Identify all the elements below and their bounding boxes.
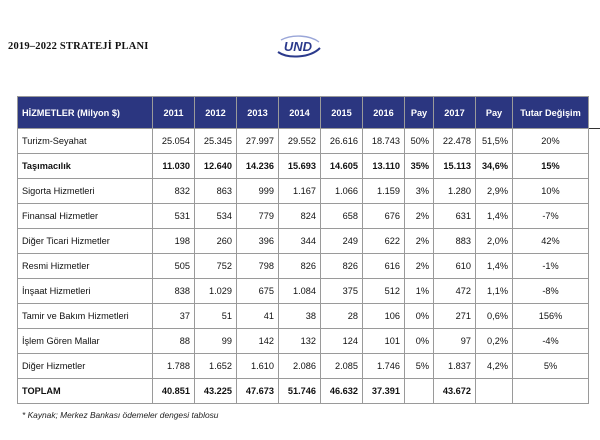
header-2017: 2017 [434,97,476,129]
cell-2012: 1.652 [195,354,237,379]
table-row [18,279,589,304]
cell-pay-2016: 2% [405,229,434,254]
cell-2017: 631 [434,204,476,229]
cell-2016: 512 [363,279,405,304]
cell-name: İnşaat Hizmetleri [18,279,153,304]
cell-2011: 11.030 [153,154,195,179]
table-row [18,304,589,329]
cell-2012: 1.029 [195,279,237,304]
header-2015: 2015 [321,97,363,129]
cell-2013: 798 [237,254,279,279]
cell-2016: 1.746 [363,354,405,379]
cell-change: 15% [513,154,589,179]
cell-2015: 46.632 [321,379,363,404]
table-row [18,329,589,354]
cell-pay-2016 [405,379,434,404]
cell-2015: 658 [321,204,363,229]
table-row [18,229,589,254]
cell-2012: 43.225 [195,379,237,404]
cell-2011: 832 [153,179,195,204]
cell-name: Turizm-Seyahat [18,129,153,154]
cell-2017: 97 [434,329,476,354]
cell-2012: 51 [195,304,237,329]
cell-2014: 51.746 [279,379,321,404]
cell-2013: 779 [237,204,279,229]
cell-change [513,379,589,404]
header-pay-2016: Pay [405,97,434,129]
cell-name: Sigorta Hizmetleri [18,179,153,204]
cell-2011: 25.054 [153,129,195,154]
cell-name: Finansal Hizmetler [18,204,153,229]
cell-2017: 43.672 [434,379,476,404]
cell-2012: 12.640 [195,154,237,179]
cell-2012: 260 [195,229,237,254]
cell-2011: 1.788 [153,354,195,379]
cell-2015: 826 [321,254,363,279]
cell-2014: 2.086 [279,354,321,379]
cell-change: 10% [513,179,589,204]
margin-rule [588,128,600,129]
table-total-row [18,379,589,404]
cell-2012: 99 [195,329,237,354]
cell-change: -8% [513,279,589,304]
cell-pay-2016: 2% [405,204,434,229]
cell-2014: 826 [279,254,321,279]
header-change: Tutar Değişim [513,97,589,129]
cell-2013: 999 [237,179,279,204]
cell-name: Tamir ve Bakım Hizmetleri [18,304,153,329]
cell-2016: 622 [363,229,405,254]
cell-2017: 610 [434,254,476,279]
cell-2016: 1.159 [363,179,405,204]
header-2014: 2014 [279,97,321,129]
cell-pay-2017: 51,5% [476,129,513,154]
table-row [18,254,589,279]
cell-change: 42% [513,229,589,254]
cell-2016: 13.110 [363,154,405,179]
cell-2011: 37 [153,304,195,329]
cell-2011: 88 [153,329,195,354]
cell-2011: 531 [153,204,195,229]
cell-change: -1% [513,254,589,279]
cell-2013: 142 [237,329,279,354]
cell-pay-2017: 1,4% [476,254,513,279]
cell-pay-2016: 2% [405,254,434,279]
cell-2017: 883 [434,229,476,254]
cell-2011: 198 [153,229,195,254]
cell-2013: 1.610 [237,354,279,379]
header-2013: 2013 [237,97,279,129]
cell-2013: 27.997 [237,129,279,154]
header-label: HİZMETLER (Milyon $) [18,97,153,129]
table-row [18,154,589,179]
cell-2012: 752 [195,254,237,279]
table-row [18,179,589,204]
cell-2016: 18.743 [363,129,405,154]
cell-2017: 15.113 [434,154,476,179]
cell-2017: 271 [434,304,476,329]
cell-2017: 1.837 [434,354,476,379]
cell-2017: 472 [434,279,476,304]
cell-2014: 1.167 [279,179,321,204]
cell-2012: 863 [195,179,237,204]
cell-2015: 249 [321,229,363,254]
cell-pay-2017 [476,379,513,404]
cell-2013: 675 [237,279,279,304]
cell-2014: 15.693 [279,154,321,179]
cell-2015: 14.605 [321,154,363,179]
cell-2015: 1.066 [321,179,363,204]
cell-2016: 37.391 [363,379,405,404]
cell-pay-2016: 0% [405,329,434,354]
cell-2014: 344 [279,229,321,254]
cell-name: İşlem Gören Mallar [18,329,153,354]
cell-pay-2017: 0,6% [476,304,513,329]
table-header-row [18,97,589,129]
cell-pay-2017: 4,2% [476,354,513,379]
source-footnote: * Kaynak; Merkez Bankası ödemeler dengesi tablosu [22,410,219,420]
cell-2012: 534 [195,204,237,229]
cell-pay-2017: 34,6% [476,154,513,179]
cell-2013: 41 [237,304,279,329]
cell-pay-2016: 50% [405,129,434,154]
header-2016: 2016 [363,97,405,129]
cell-2016: 101 [363,329,405,354]
cell-change: 20% [513,129,589,154]
cell-name: Taşımacılık [18,154,153,179]
cell-name: Resmi Hizmetler [18,254,153,279]
services-table [17,96,589,404]
cell-name: Diğer Hizmetler [18,354,153,379]
cell-2015: 124 [321,329,363,354]
cell-pay-2017: 0,2% [476,329,513,354]
cell-2011: 838 [153,279,195,304]
cell-change: 156% [513,304,589,329]
header-pay-2017: Pay [476,97,513,129]
document-title: 2019–2022 STRATEJİ PLANI [8,41,149,52]
cell-pay-2016: 35% [405,154,434,179]
cell-2012: 25.345 [195,129,237,154]
cell-2013: 396 [237,229,279,254]
cell-pay-2017: 1,4% [476,204,513,229]
cell-2016: 676 [363,204,405,229]
cell-name: TOPLAM [18,379,153,404]
cell-2015: 26.616 [321,129,363,154]
cell-change: -7% [513,204,589,229]
cell-2015: 28 [321,304,363,329]
cell-2013: 14.236 [237,154,279,179]
cell-2014: 824 [279,204,321,229]
cell-2016: 106 [363,304,405,329]
cell-pay-2016: 3% [405,179,434,204]
table-row [18,354,589,379]
table-row [18,204,589,229]
header-2012: 2012 [195,97,237,129]
cell-2011: 40.851 [153,379,195,404]
cell-2014: 1.084 [279,279,321,304]
cell-name: Diğer Ticari Hizmetler [18,229,153,254]
cell-pay-2016: 5% [405,354,434,379]
cell-change: 5% [513,354,589,379]
cell-2013: 47.673 [237,379,279,404]
cell-pay-2017: 2,9% [476,179,513,204]
cell-2011: 505 [153,254,195,279]
cell-pay-2016: 0% [405,304,434,329]
cell-pay-2016: 1% [405,279,434,304]
cell-2015: 2.085 [321,354,363,379]
cell-2014: 38 [279,304,321,329]
cell-2017: 22.478 [434,129,476,154]
header-2011: 2011 [153,97,195,129]
cell-pay-2017: 1,1% [476,279,513,304]
cell-2015: 375 [321,279,363,304]
cell-2014: 29.552 [279,129,321,154]
cell-2014: 132 [279,329,321,354]
logo-text: UND [283,39,313,54]
cell-change: -4% [513,329,589,354]
und-logo [272,33,324,59]
cell-2017: 1.280 [434,179,476,204]
table-row [18,129,589,154]
cell-pay-2017: 2,0% [476,229,513,254]
cell-2016: 616 [363,254,405,279]
